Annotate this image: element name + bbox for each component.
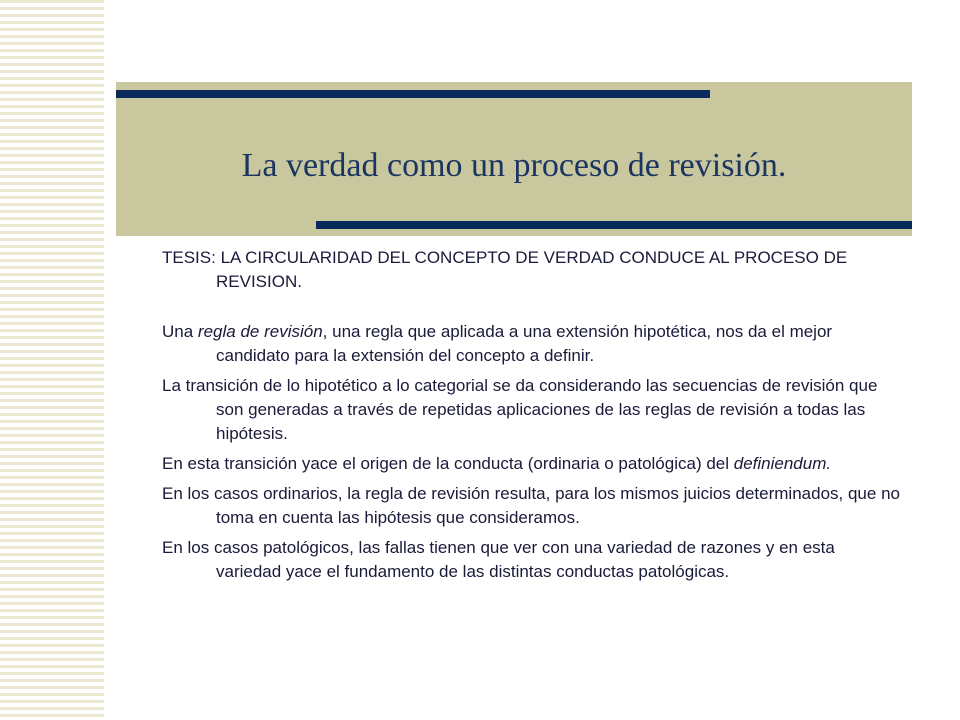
thesis-paragraph: TESIS: LA CIRCULARIDAD DEL CONCEPTO DE VERDAD CONDUCE AL PROCESO DE REVISION. xyxy=(162,248,848,291)
decorative-stripes xyxy=(0,0,104,720)
revision-rule-paragraph: Una regla de revisión, una regla que aplicada a una extensión hipotética, nos da el mejor candidato para la extensión del concepto a definir. xyxy=(162,322,833,365)
title-bar-top xyxy=(116,90,710,98)
origin-paragraph: En esta transición yace el origen de la conducta (ordinaria o patológica) del definiendum. xyxy=(162,454,832,473)
slide-body xyxy=(162,246,902,590)
transition-paragraph: La transición de lo hipotético a lo categorial se da considerando las secuencias de revisión que son generadas a través de repetidas aplicaciones de las reglas de revisión a todas las hipótesis. xyxy=(162,376,878,443)
slide-title: La verdad como un proceso de revisión. xyxy=(241,147,787,184)
pathological-cases-paragraph: En los casos patológicos, las fallas tienen que ver con una variedad de razones y en esta variedad yace el fundamento de las distintas conductas patológicas. xyxy=(162,538,835,581)
title-bar-bottom xyxy=(316,221,912,229)
ordinary-cases-paragraph: En los casos ordinarios, la regla de revisión resulta, para los mismos juicios determinados, que no toma en cuenta las hipótesis que consideramos. xyxy=(162,484,900,527)
